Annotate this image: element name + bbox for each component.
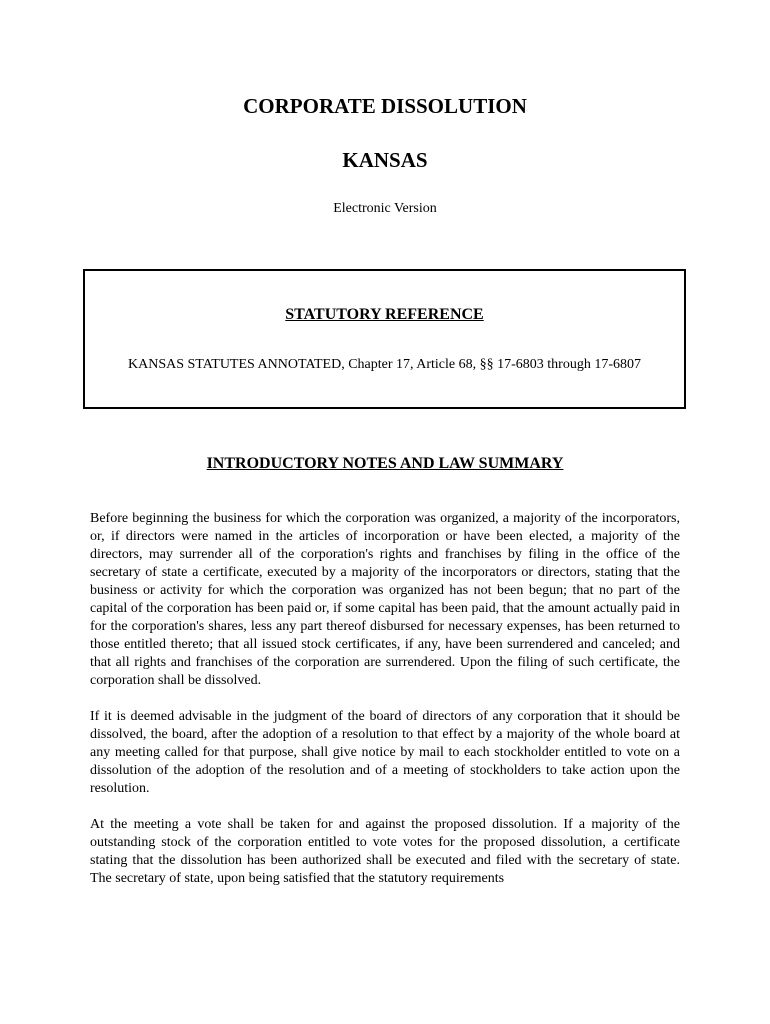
intro-paragraph-3: At the meeting a vote shall be taken for and against the proposed dissolution. If a majority of the outstanding stock of the corporation entitled to vote votes for the proposed dissolution, a certificate stating that the dissolution has been authorized shall be executed and filed with the secretary of state. The secretary of state, upon being satisfied that the statutory requirements xyxy=(90,817,680,886)
statutory-reference-text: KANSAS STATUTES ANNOTATED, Chapter 17, Article 68, §§ 17-6803 through 17-6807 xyxy=(127,357,641,372)
intro-body xyxy=(90,510,680,906)
document-version: Electronic Version xyxy=(333,201,437,216)
statutory-reference-heading: STATUTORY REFERENCE xyxy=(285,306,484,323)
document-title: CORPORATE DISSOLUTION xyxy=(243,94,527,118)
intro-paragraph-2: If it is deemed advisable in the judgment of the board of directors of any corporation that it should be dissolved, the board, after the adoption of a resolution to that effect by a majority of the whole board at any meeting called for that purpose, shall give notice by mail to each stockholder entitled to vote on a dissolution of the adoption of the resolution and of a meeting of stockholders to take action upon the resolution. xyxy=(90,709,680,796)
statutory-reference-box xyxy=(83,269,686,409)
intro-paragraph-1: Before beginning the business for which the corporation was organized, a majority of the incorporators, or, if directors were named in the articles of incorporation or have been elected, a majority of the directors, may surrender all of the corporation's rights and franchises by filing in the office of the secretary of state a certificate, executed by a majority of the incorporators or directors, stating that the business or activity for which the corporation was organized has not been begun; that no part of the capital of the corporation has been paid or, if some capital has been paid, that the amount actually paid in for the corporation's shares, less any part thereof disbursed for necessary expenses, has been returned to those entitled thereto; that all issued stock certificates, if any, have been surrendered and canceled; and that all rights and franchises of the corporation are surrendered. Upon the filing of such certificate, the corporation shall be dissolved. xyxy=(90,511,680,688)
intro-heading: INTRODUCTORY NOTES AND LAW SUMMARY xyxy=(206,455,564,472)
document-state: KANSAS xyxy=(342,148,428,172)
